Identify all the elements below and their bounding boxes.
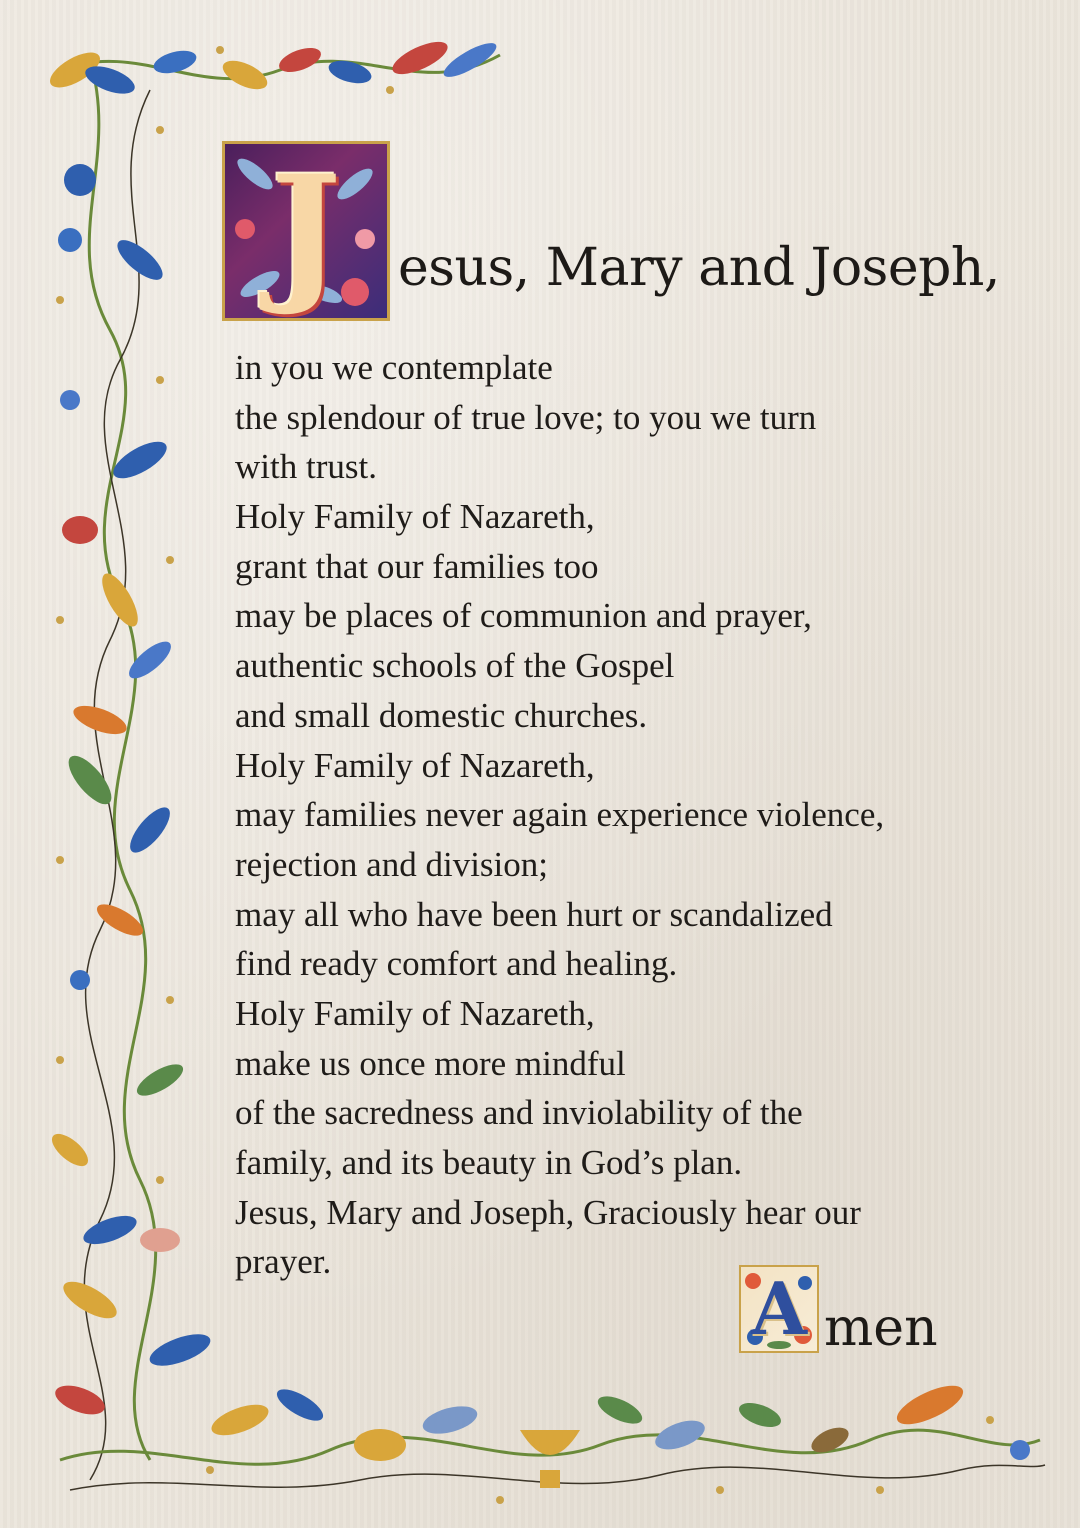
prayer-line: Jesus, Mary and Joseph, Graciously hear our	[235, 1192, 861, 1232]
prayer-line: Holy Family of Nazareth,	[235, 497, 595, 537]
prayer-line: with trust.	[235, 447, 377, 487]
prayer-line: of the sacredness and inviolability of the	[235, 1093, 803, 1133]
prayer-line: rejection and division;	[235, 844, 548, 884]
prayer-line: grant that our families too	[235, 546, 599, 586]
initial-j-letter: J	[270, 143, 342, 319]
prayer-line: and small domestic churches.	[235, 695, 648, 735]
illuminated-initial-j	[222, 141, 390, 321]
prayer-title: esus, Mary and Joseph,	[398, 238, 1000, 298]
prayer-line: may be places of communion and prayer,	[235, 596, 812, 636]
prayer-text	[235, 343, 884, 1287]
prayer-line: find ready comfort and healing.	[235, 944, 678, 984]
top-leaf-cluster	[45, 35, 501, 99]
prayer-line: make us once more mindful	[235, 1043, 626, 1083]
amen-closing: men	[824, 1298, 938, 1358]
initial-a-letter: A	[751, 1266, 807, 1351]
illuminated-initial-a	[739, 1265, 819, 1353]
prayer-line: family, and its beauty in God’s plan.	[235, 1143, 743, 1182]
prayer-line: in you we contemplate	[235, 348, 553, 387]
prayer-line: Holy Family of Nazareth,	[235, 745, 595, 785]
prayer-line: the splendour of true love; to you we turn	[235, 397, 817, 437]
prayer-line: prayer.	[235, 1242, 332, 1282]
left-leaf-cluster	[47, 164, 214, 1420]
bottom-leaf-cluster	[208, 1378, 1030, 1488]
prayer-line: may all who have been hurt or scandalized	[235, 894, 833, 934]
prayer-line: may families never again experience violence,	[235, 795, 885, 835]
prayer-line: authentic schools of the Gospel	[235, 646, 675, 686]
prayer-line: Holy Family of Nazareth,	[235, 993, 595, 1033]
